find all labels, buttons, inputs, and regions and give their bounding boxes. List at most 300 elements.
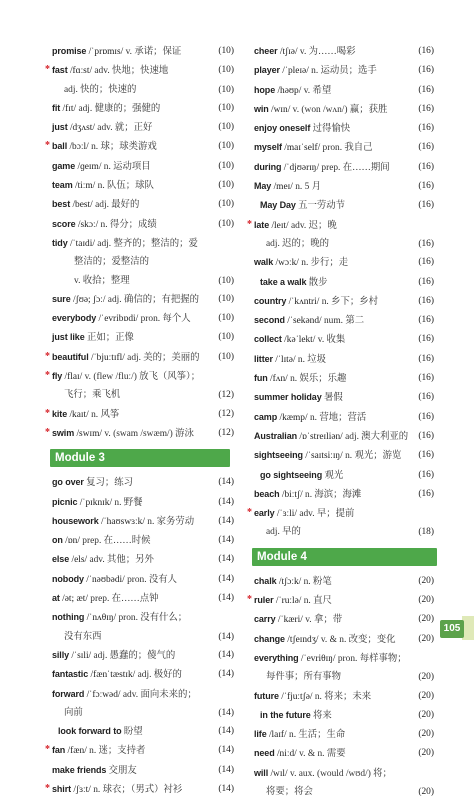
vocab-phonetic: /tʃeɪndʒ/ (284, 634, 321, 645)
vocab-phonetic: /flaɪ/ (62, 372, 85, 383)
vocab-entry-continuation (254, 668, 434, 686)
vocab-phonetic: /ˈpleɪə/ (279, 66, 312, 77)
vocab-entry (52, 215, 234, 234)
vocab-entry-continuation (52, 386, 234, 404)
vocab-word: just like (52, 332, 85, 343)
vocab-phonetic: /fænˈtæstɪk/ (88, 670, 138, 681)
vocab-definition: n. 步行；走 (301, 258, 349, 269)
vocab-definition: v. (won /wʌn/) 赢；获胜 (292, 104, 388, 115)
vocab-word: in the future (260, 709, 311, 720)
vocab-phonetic: /ˈsɪli/ (69, 650, 94, 661)
vocab-definition: 复习；练习 (86, 478, 134, 489)
vocab-definition: n. 将来；未来 (314, 691, 372, 702)
vocab-definition: 暑假 (323, 393, 343, 404)
vocab-phonetic: /ˈnəʊbədi/ (83, 574, 128, 585)
module-reference: (16) (418, 488, 434, 499)
vocab-definition: adv. 迟；晚 (290, 220, 337, 231)
vocab-definition: 过得愉快 (312, 124, 351, 135)
vocab-definition: adj. 早的 (266, 527, 301, 538)
module-reference: (14) (218, 649, 234, 660)
vocab-entry (254, 292, 434, 311)
vocab-phonetic: /ɒn/ (62, 536, 83, 547)
vocab-word: carry (254, 614, 276, 625)
vocab-entry (52, 328, 234, 347)
vocab-definition: adj. 整齐的；整洁的；爱 (97, 238, 198, 249)
vocab-word: collect (254, 334, 282, 345)
vocab-definition: v. 承诺；保证 (125, 47, 182, 57)
vocab-entry (254, 350, 434, 369)
module-reference: (14) (218, 515, 234, 526)
module-reference: (14) (218, 573, 234, 584)
vocab-entry (254, 706, 434, 725)
module-reference: (14) (218, 631, 234, 642)
vocab-entry (247, 216, 434, 235)
vocab-entry (254, 369, 434, 388)
vocab-definition: 正如；正像 (86, 333, 134, 344)
vocab-definition: n. 观光；游览 (345, 451, 402, 462)
module-reference: (10) (218, 84, 234, 95)
module-reference: (20) (418, 595, 434, 606)
vocab-entry (52, 118, 234, 137)
vocab-word: game (52, 160, 76, 171)
module-reference: (14) (218, 477, 234, 488)
vocab-definition: n. 营地；营活 (309, 412, 367, 423)
vocab-entry-continuation (254, 523, 434, 541)
vocab-phonetic: /ˈtaɪdi/ (67, 238, 98, 249)
star-marker-icon: * (247, 218, 252, 230)
vocab-word: make friends (52, 764, 107, 775)
module-reference: (10) (218, 332, 234, 343)
module-reference: (16) (418, 123, 434, 134)
vocab-definition: adj. 确信的；有把握的 (107, 294, 199, 305)
module-reference: (20) (418, 748, 434, 759)
module-reference: (14) (218, 707, 234, 718)
vocab-phonetic: /tʃɔːk/ (276, 576, 304, 587)
vocab-entry (52, 290, 234, 309)
vocab-word: shirt (52, 783, 72, 794)
module-reference: (16) (418, 238, 434, 249)
vocab-word: go over (52, 477, 84, 488)
module-reference: (10) (218, 275, 234, 286)
module-reference: (16) (418, 469, 434, 480)
star-marker-icon: * (45, 744, 50, 756)
vocab-phonetic: /ˈfjuːtʃə/ (278, 691, 315, 702)
module-reference: (14) (218, 535, 234, 546)
vocab-entry (254, 388, 434, 407)
vocab-definition: n. 5 月 (295, 182, 321, 193)
vocab-definition: adj. 澳大利亚的 (345, 431, 409, 442)
vocab-word: tidy (52, 237, 68, 248)
vocab-phonetic: /tiːm/ (72, 181, 98, 192)
vocab-definition: v. aux. (would /wʊd/) 将； (290, 768, 392, 779)
vocab-word: late (254, 219, 270, 230)
module-reference: (14) (218, 764, 234, 775)
vocab-entry (45, 367, 234, 386)
vocab-entry (254, 427, 434, 446)
vocab-entry-continuation (52, 704, 234, 722)
vocab-definition: adv. 面向未来的； (122, 689, 197, 700)
vocab-definition: adv. 其他；另外 (89, 555, 154, 566)
vocab-word: take a walk (260, 276, 307, 287)
module-reference: (10) (218, 141, 234, 152)
module-header: Module 3 (50, 449, 230, 467)
vocab-entry-continuation (52, 628, 234, 646)
vocab-entry (254, 196, 434, 215)
vocab-phonetic: /skɔː/ (75, 219, 101, 230)
module-reference: (10) (218, 65, 234, 76)
vocab-word: just (52, 122, 68, 133)
vocab-phonetic: /laɪf/ (266, 730, 289, 741)
vocab-word: enjoy oneself (254, 123, 311, 134)
vocab-definition: adj. 美的；美丽的 (127, 352, 200, 363)
vocab-definition: prep. 在……期间 (321, 162, 390, 173)
star-marker-icon: * (45, 64, 50, 76)
vocab-definition: n. 队伍；球队 (97, 181, 154, 192)
module-reference: (10) (218, 293, 234, 304)
vocab-definition: v. 收拾；整理 (74, 275, 130, 286)
vocab-word: player (254, 65, 280, 76)
star-marker-icon: * (45, 782, 50, 794)
vocab-entry (45, 61, 234, 80)
vocab-definition: 盼望 (123, 727, 143, 738)
vocab-word: beach (254, 488, 280, 499)
vocab-phonetic: /ˈbjuːtɪfl/ (88, 352, 128, 363)
module-reference: (16) (418, 276, 434, 287)
vocab-word: May Day (260, 200, 296, 211)
vocab-definition: num. 第二 (323, 316, 365, 327)
module-header: Module 4 (252, 548, 437, 566)
vocab-phonetic: /bɔːl/ (67, 142, 92, 153)
vocab-phonetic: /ˈsekənd/ (284, 316, 324, 327)
vocab-entry (254, 81, 434, 100)
vocab-definition: n. 得分；成绩 (100, 219, 157, 230)
vocab-phonetic: /ˈprɒmɪs/ (86, 47, 126, 57)
vocab-phonetic: /els/ (69, 555, 90, 566)
vocab-word: forward (52, 688, 85, 699)
vocab-word: silly (52, 649, 70, 660)
vocab-word: on (52, 535, 63, 546)
vocab-definition: v. & n. 改变；变化 (320, 634, 396, 645)
vocab-definition: 整洁的；爱整洁的 (74, 257, 150, 268)
vocab-entry (254, 42, 434, 61)
module-reference: (20) (418, 709, 434, 720)
module-reference: (14) (218, 669, 234, 680)
vocab-definition: pron. 没有什么； (118, 613, 188, 624)
module-reference: (10) (218, 122, 234, 133)
vocab-entry (52, 234, 234, 253)
vocab-entry (254, 158, 434, 177)
vocab-word: sightseeing (254, 450, 303, 461)
vocab-word: chalk (254, 575, 277, 586)
vocab-entry (254, 744, 434, 763)
vocab-phonetic: /maɪˈself/ (281, 143, 323, 154)
vocab-word: walk (254, 257, 274, 268)
module-reference: (10) (218, 160, 234, 171)
module-reference: (10) (218, 180, 234, 191)
module-reference: (16) (418, 411, 434, 422)
vocab-phonetic: /ʃʊə; ʃɔː/ (70, 294, 108, 305)
vocab-definition: pron. 每样事物； (337, 653, 407, 664)
vocab-entry (52, 195, 234, 214)
module-reference: (14) (218, 726, 234, 737)
vocab-phonetic: /biːtʃ/ (279, 489, 306, 500)
vocab-phonetic: /ɡeɪm/ (75, 161, 104, 172)
vocab-entry-continuation (52, 81, 234, 99)
vocab-definition: 飞行；乘飞机 (64, 390, 121, 401)
vocab-word: May (254, 181, 272, 192)
vocab-definition: 每件事；所有事物 (266, 672, 342, 683)
vocab-entry (52, 42, 234, 61)
vocab-phonetic: /dʒʌst/ (67, 123, 98, 134)
vocab-word: myself (254, 142, 282, 153)
vocab-definition: 将来 (313, 710, 332, 721)
vocab-entry (52, 493, 234, 512)
star-marker-icon: * (45, 426, 50, 438)
vocab-entry (52, 157, 234, 176)
module-reference: (20) (418, 690, 434, 701)
vocab-entry (52, 473, 234, 492)
vocab-word: will (254, 767, 269, 778)
vocab-definition: n. 海滨；海滩 (305, 489, 362, 500)
vocab-definition: adj. 最好的 (95, 200, 140, 211)
module-reference: (10) (218, 102, 234, 113)
vocab-entry (45, 348, 234, 367)
module-reference: (12) (218, 427, 234, 438)
vocab-phonetic: /həʊp/ (275, 85, 304, 96)
module-reference: (20) (418, 575, 434, 586)
vocab-phonetic: /ˈruːlə/ (273, 596, 304, 607)
vocab-word: swim (52, 427, 75, 438)
vocab-definition: adv. 快地；快速地 (94, 66, 169, 77)
vocab-word: need (254, 748, 275, 759)
vocab-definition: 向前 (64, 707, 83, 718)
vocab-word: picnic (52, 496, 78, 507)
vocab-entry (52, 99, 234, 118)
vocab-word: fantastic (52, 669, 89, 680)
star-marker-icon: * (247, 507, 252, 519)
vocab-phonetic: /ˈfɔːwəd/ (84, 689, 123, 700)
vocab-word: look forward to (58, 726, 122, 737)
vocab-phonetic: /fɪt/ (60, 103, 79, 114)
vocab-word: country (254, 295, 287, 306)
vocab-definition: adj. 健康的；强健的 (78, 103, 161, 114)
vocab-phonetic: /ˈkæri/ (275, 615, 306, 626)
module-reference: (18) (418, 527, 434, 538)
vocab-phonetic: /ˈkʌntri/ (286, 296, 322, 307)
vocab-entry (52, 531, 234, 550)
vocab-entry (254, 725, 434, 744)
vocab-word: nothing (52, 612, 85, 623)
vocab-entry (45, 741, 234, 760)
vocab-definition: n. 生活；生命 (289, 730, 346, 741)
module-reference: (16) (418, 103, 434, 114)
vocab-phonetic: /ˈsaɪtsiːɪŋ/ (302, 451, 346, 462)
vocab-entry (254, 330, 434, 349)
module-reference: (16) (418, 161, 434, 172)
vocab-word: fly (52, 371, 63, 382)
vocab-phonetic: /kaɪt/ (67, 409, 92, 420)
vocab-phonetic: /wɪl/ (268, 768, 290, 779)
vocab-definition: n. 球；球类游戏 (91, 142, 157, 153)
vocab-definition: n. 家务劳动 (147, 516, 195, 527)
vocab-phonetic: /ˈdjʊərɪŋ/ (281, 162, 322, 173)
module-reference: (16) (418, 181, 434, 192)
vocab-definition: n. 运动项目 (103, 161, 151, 172)
vocab-entry (254, 273, 434, 292)
vocab-entry (254, 764, 434, 783)
vocab-entry (52, 570, 234, 589)
vocab-phonetic: /ˈpɪknɪk/ (77, 497, 115, 508)
vocab-definition: n. 垃圾 (297, 354, 327, 365)
right-column (247, 42, 434, 801)
module-reference: (16) (418, 373, 434, 384)
module-reference: (20) (418, 786, 434, 797)
vocab-entry (45, 780, 234, 799)
vocab-word: during (254, 161, 282, 172)
vocab-entry (254, 485, 434, 504)
vocab-word: litter (254, 353, 273, 364)
vocab-phonetic: /ˈnʌθɪŋ/ (84, 613, 119, 624)
vocab-entry (45, 405, 234, 424)
vocab-word: fun (254, 373, 268, 384)
vocab-entry (52, 176, 234, 195)
vocab-entry (254, 408, 434, 427)
module-reference: (16) (418, 142, 434, 153)
vocab-entry (52, 512, 234, 531)
vocab-entry (52, 646, 234, 665)
vocab-entry (254, 649, 434, 668)
vocab-entry (52, 309, 234, 328)
vocab-entry (254, 610, 434, 629)
vocab-phonetic: /kæmp/ (277, 412, 310, 423)
vocab-phonetic: /ˈevribɒdi/ (96, 314, 141, 325)
vocab-definition: v. & n. 需要 (299, 749, 346, 760)
module-reference: (12) (218, 408, 234, 419)
vocab-entry (247, 504, 434, 523)
vocab-word: everything (254, 652, 299, 663)
vocab-phonetic: /fɑːst/ (67, 66, 95, 77)
vocab-word: at (52, 593, 60, 604)
vocab-entry (254, 466, 434, 485)
module-reference: (12) (218, 390, 234, 401)
vocab-entry (247, 591, 434, 610)
vocab-word: score (52, 218, 76, 229)
module-reference: (20) (418, 614, 434, 625)
vocab-definition: n. 粉笔 (303, 576, 332, 587)
vocab-word: nobody (52, 573, 84, 584)
vocab-phonetic: /fʌn/ (267, 374, 291, 385)
vocab-phonetic: /kəˈlekt/ (281, 335, 318, 346)
vocab-definition: adj. 迟的；晚的 (266, 238, 330, 249)
vocab-word: future (254, 690, 279, 701)
vocab-definition: 将要；将会 (266, 786, 313, 797)
vocab-phonetic: /meɪ/ (271, 182, 296, 193)
vocab-phonetic: /wɔːk/ (273, 258, 302, 269)
vocab-phonetic: /swɪm/ (74, 428, 105, 439)
vocab-word: camp (254, 411, 278, 422)
module-reference: (14) (218, 496, 234, 507)
vocab-entry (52, 722, 234, 741)
vocab-entry (45, 137, 234, 156)
vocab-phonetic: /ˈevriθɪŋ/ (298, 653, 338, 664)
vocab-phonetic: /leɪt/ (269, 220, 291, 231)
vocab-entry (254, 253, 434, 272)
vocab-word: housework (52, 515, 99, 526)
vocab-word: cheer (254, 46, 278, 56)
vocab-entry (52, 761, 234, 780)
vocab-definition: pron. 没有人 (127, 574, 178, 585)
vocab-definition: adj. 极好的 (137, 670, 182, 681)
vocab-word: else (52, 554, 70, 565)
vocab-entry-continuation (52, 272, 234, 290)
vocab-phonetic: /ət; æt/ (59, 594, 91, 605)
module-reference: (20) (418, 633, 434, 644)
module-reference: (16) (418, 257, 434, 268)
vocab-phonetic: /best/ (70, 200, 96, 211)
vocab-definition: n. 运动员；选手 (311, 66, 377, 77)
vocab-entry (254, 311, 434, 330)
module-reference: (16) (418, 353, 434, 364)
vocab-entry (254, 177, 434, 196)
vocab-entry (52, 608, 234, 627)
vocab-definition: 观光 (324, 470, 344, 481)
vocab-word: kite (52, 408, 68, 419)
vocab-definition: prep. 在……时候 (82, 536, 151, 547)
vocab-definition: n. 球衣；（男式）衬衫 (93, 784, 183, 795)
module-reference: (16) (418, 315, 434, 326)
vocab-entry (254, 572, 434, 591)
vocab-definition: n. 乡下；乡村 (321, 296, 378, 307)
module-reference: (14) (218, 783, 234, 794)
vocab-definition: adv. 就；正好 (97, 123, 153, 134)
vocab-entry (254, 61, 434, 80)
vocab-definition: v. 希望 (303, 85, 332, 96)
vocab-word: early (254, 508, 275, 519)
vocab-definition: 没有东西 (64, 631, 102, 642)
vocab-definition: 散步 (308, 277, 328, 288)
vocab-word: best (52, 199, 71, 210)
vocab-word: win (254, 103, 269, 114)
vocab-word: fit (52, 102, 61, 113)
module-reference: (16) (418, 295, 434, 306)
vocab-entry (254, 138, 434, 157)
vocab-definition: pron. 我自己 (322, 143, 373, 154)
vocab-entry (254, 630, 434, 649)
vocab-word: ruler (254, 595, 274, 606)
vocab-entry (52, 685, 234, 704)
vocab-word: fast (52, 65, 68, 76)
star-marker-icon: * (247, 594, 252, 606)
vocab-entry (52, 550, 234, 569)
vocab-definition: v. (flew /fluː/) 放飞（风筝）； (84, 372, 201, 383)
vocab-definition: n. 直尺 (303, 596, 332, 607)
vocab-phonetic: /tʃɪə/ (277, 47, 300, 57)
module-reference: (14) (218, 745, 234, 756)
vocab-phonetic: /ʃɜːt/ (71, 784, 94, 795)
module-reference: (20) (418, 729, 434, 740)
vocab-definition: 五一劳动节 (298, 201, 346, 212)
module-reference: (10) (218, 218, 234, 229)
vocab-entry (52, 665, 234, 684)
vocab-definition: adj. 愚蠢的；傻气的 (93, 650, 176, 661)
vocab-phonetic: /niːd/ (274, 749, 300, 760)
vocab-entry (254, 119, 434, 138)
vocab-definition: v. (swam /swæm/) 游泳 (104, 428, 194, 439)
vocab-entry (254, 100, 434, 119)
vocab-word: summer holiday (254, 392, 322, 403)
module-reference: (14) (218, 554, 234, 565)
module-reference: (16) (418, 334, 434, 345)
